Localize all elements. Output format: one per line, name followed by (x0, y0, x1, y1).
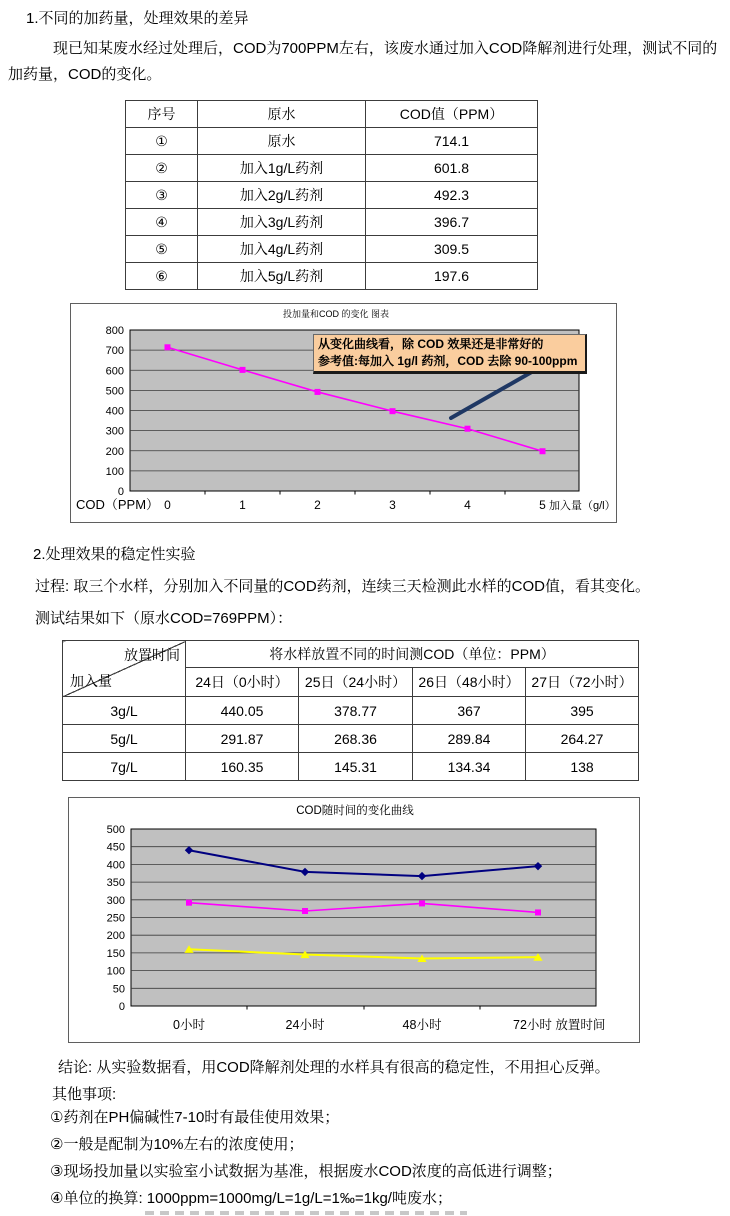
x-tick-label: 4 (464, 498, 471, 512)
table-cell: 440.05 (186, 697, 299, 725)
y-tick-label: 400 (105, 405, 124, 418)
table-cell: 138 (526, 753, 639, 781)
note-item: ④单位的换算: 1000ppm=1000mg/L=1g/L=1‰=1kg/吨废水； (50, 1190, 452, 1207)
table-cell: 601.8 (366, 155, 538, 182)
x-tick-label: 5 (539, 498, 546, 512)
span-header: 将水样放置不同的时间测COD（单位：PPM） (186, 641, 639, 668)
note-item: ②一般是配制为10%左右的浓度使用； (50, 1136, 304, 1153)
table-cell: ④ (126, 209, 198, 236)
row-header-cell: 5g/L (63, 725, 186, 753)
data-point-marker (315, 389, 321, 395)
y-tick-label: 350 (106, 877, 125, 890)
x-tick-label: 24小时 (285, 1018, 325, 1032)
table-row (126, 209, 538, 236)
data-point-marker (390, 408, 396, 414)
table-cell: 309.5 (366, 236, 538, 263)
table-cell: 268.36 (299, 725, 413, 753)
table-cell: ⑥ (126, 263, 198, 290)
table-cell: 291.87 (186, 725, 299, 753)
corner-label-dose: 加入量 (70, 673, 112, 689)
table-cell: ⑤ (126, 236, 198, 263)
data-point-marker (540, 448, 546, 454)
table-cell: 289.84 (413, 725, 526, 753)
table-cell: 492.3 (366, 182, 538, 209)
table-row (63, 725, 639, 753)
table-cell: 加入2g/L药剂 (198, 182, 366, 209)
data-point-marker (302, 908, 308, 914)
y-tick-label: 600 (105, 365, 124, 378)
data-point-marker (535, 909, 541, 915)
table-cell: 367 (413, 697, 526, 725)
x-tick-label: 2 (314, 498, 321, 512)
data-point-marker (186, 900, 192, 906)
table-cell: 160.35 (186, 753, 299, 781)
x-tick-label: 48小时 (402, 1018, 442, 1032)
column-header: 原水 (198, 101, 366, 128)
y-tick-label: 200 (105, 445, 124, 458)
y-tick-label: 100 (106, 965, 125, 978)
table-row (126, 236, 538, 263)
column-header: 27日（72小时） (526, 668, 639, 697)
table-cell: 134.34 (413, 753, 526, 781)
chart-title: COD随时间的变化曲线 (296, 805, 414, 817)
table-cell: 378.77 (299, 697, 413, 725)
annotation-line: 参考值:每加入 1g/l 药剂，COD 去除 90-100ppm (318, 354, 578, 368)
stability-table (62, 640, 639, 781)
stability-chart (68, 797, 640, 1043)
x-tick-label: 0小时 (173, 1018, 205, 1032)
table-cell: 145.31 (299, 753, 413, 781)
x-axis-title: 加入量（g/l） (549, 500, 616, 512)
table-row (63, 753, 639, 781)
y-tick-label: 0 (118, 1001, 125, 1013)
table-cell: ③ (126, 182, 198, 209)
column-header: 24日（0小时） (186, 668, 299, 697)
section1-paragraph: 现已知某废水经过处理后，COD为700PPM左右，该废水通过加入COD降解剂进行处理，测试不同的加药量，COD的变化。 (8, 40, 718, 83)
y-tick-label: 100 (105, 465, 124, 478)
table-header-row (63, 641, 639, 668)
y-tick-label: 500 (105, 385, 124, 398)
note-item: ①药剂在PH偏碱性7-10时有最佳使用效果； (50, 1109, 340, 1126)
table-cell: 396.7 (366, 209, 538, 236)
section2-heading: 2.处理效果的稳定性实验 (33, 546, 196, 563)
conclusion-line: 结论: 从实验数据看，用COD降解剂处理的水样具有很高的稳定性，不用担心反弹。 (58, 1059, 610, 1076)
data-point-marker (240, 367, 246, 373)
table-cell: 加入4g/L药剂 (198, 236, 366, 263)
table-header-row (126, 101, 538, 128)
stability-chart-svg (69, 798, 639, 1042)
y-tick-label: 200 (106, 930, 125, 943)
y-tick-label: 450 (106, 841, 125, 854)
table-cell: 714.1 (366, 128, 538, 155)
y-axis-title: COD（PPM） (76, 497, 160, 512)
table-row (126, 263, 538, 290)
table-cell: 395 (526, 697, 639, 725)
y-tick-label: 500 (106, 824, 125, 836)
y-tick-label: 300 (105, 425, 124, 438)
y-tick-label: 800 (105, 325, 124, 337)
y-tick-label: 700 (105, 345, 124, 358)
data-point-marker (419, 900, 425, 906)
x-tick-label: 1 (239, 498, 246, 512)
y-tick-label: 300 (106, 894, 125, 907)
table-cell: 加入5g/L药剂 (198, 263, 366, 290)
table-cell: 原水 (198, 128, 366, 155)
chart-title: 投加量和COD 的变化 图表 (282, 309, 390, 319)
table-row (126, 128, 538, 155)
row-header-cell: 3g/L (63, 697, 186, 725)
y-tick-label: 250 (106, 912, 125, 925)
table-cell: 264.27 (526, 725, 639, 753)
table-cell: ② (126, 155, 198, 182)
section1-heading: 1.不同的加药量，处理效果的差异 (26, 10, 249, 27)
clipped-text-line (145, 1211, 467, 1215)
data-point-marker (465, 426, 471, 432)
annotation-line: 从变化曲线看，除 COD 效果还是非常好的 (318, 337, 544, 351)
data-point-marker (165, 344, 171, 350)
x-tick-label: 0 (164, 498, 171, 512)
notes-heading: 其他事项: (52, 1086, 117, 1103)
table-row (126, 182, 538, 209)
dosage-cod-chart (70, 303, 617, 523)
y-tick-label: 150 (106, 947, 125, 960)
column-header: COD值（PPM） (366, 101, 538, 128)
y-tick-label: 0 (117, 486, 124, 498)
table-cell: 加入1g/L药剂 (198, 155, 366, 182)
result-intro-line: 测试结果如下（原水COD=769PPM）： (35, 610, 293, 627)
column-header: 26日（48小时） (413, 668, 526, 697)
table-cell: ① (126, 128, 198, 155)
row-header-cell: 7g/L (63, 753, 186, 781)
x-tick-label-with-axis-title: 72小时 放置时间 (513, 1018, 606, 1032)
x-tick-label: 3 (389, 498, 396, 512)
note-item: ③现场投加量以实验室小试数据为基准，根据废水COD浓度的高低进行调整； (50, 1163, 562, 1180)
table-row (126, 155, 538, 182)
corner-label-time: 放置时间 (124, 647, 180, 663)
diagonal-corner-cell (63, 641, 186, 697)
y-tick-label: 50 (112, 983, 125, 996)
column-header: 25日（24小时） (299, 668, 413, 697)
dosage-table (125, 100, 538, 290)
process-line: 过程: 取三个水样，分别加入不同量的COD药剂，连续三天检测此水样的COD值，看其变化。 (35, 578, 651, 595)
y-tick-label: 400 (106, 859, 125, 872)
table-row (63, 697, 639, 725)
column-header: 序号 (126, 101, 198, 128)
table-cell: 加入3g/L药剂 (198, 209, 366, 236)
table-cell: 197.6 (366, 263, 538, 290)
chart-annotation (313, 334, 587, 374)
